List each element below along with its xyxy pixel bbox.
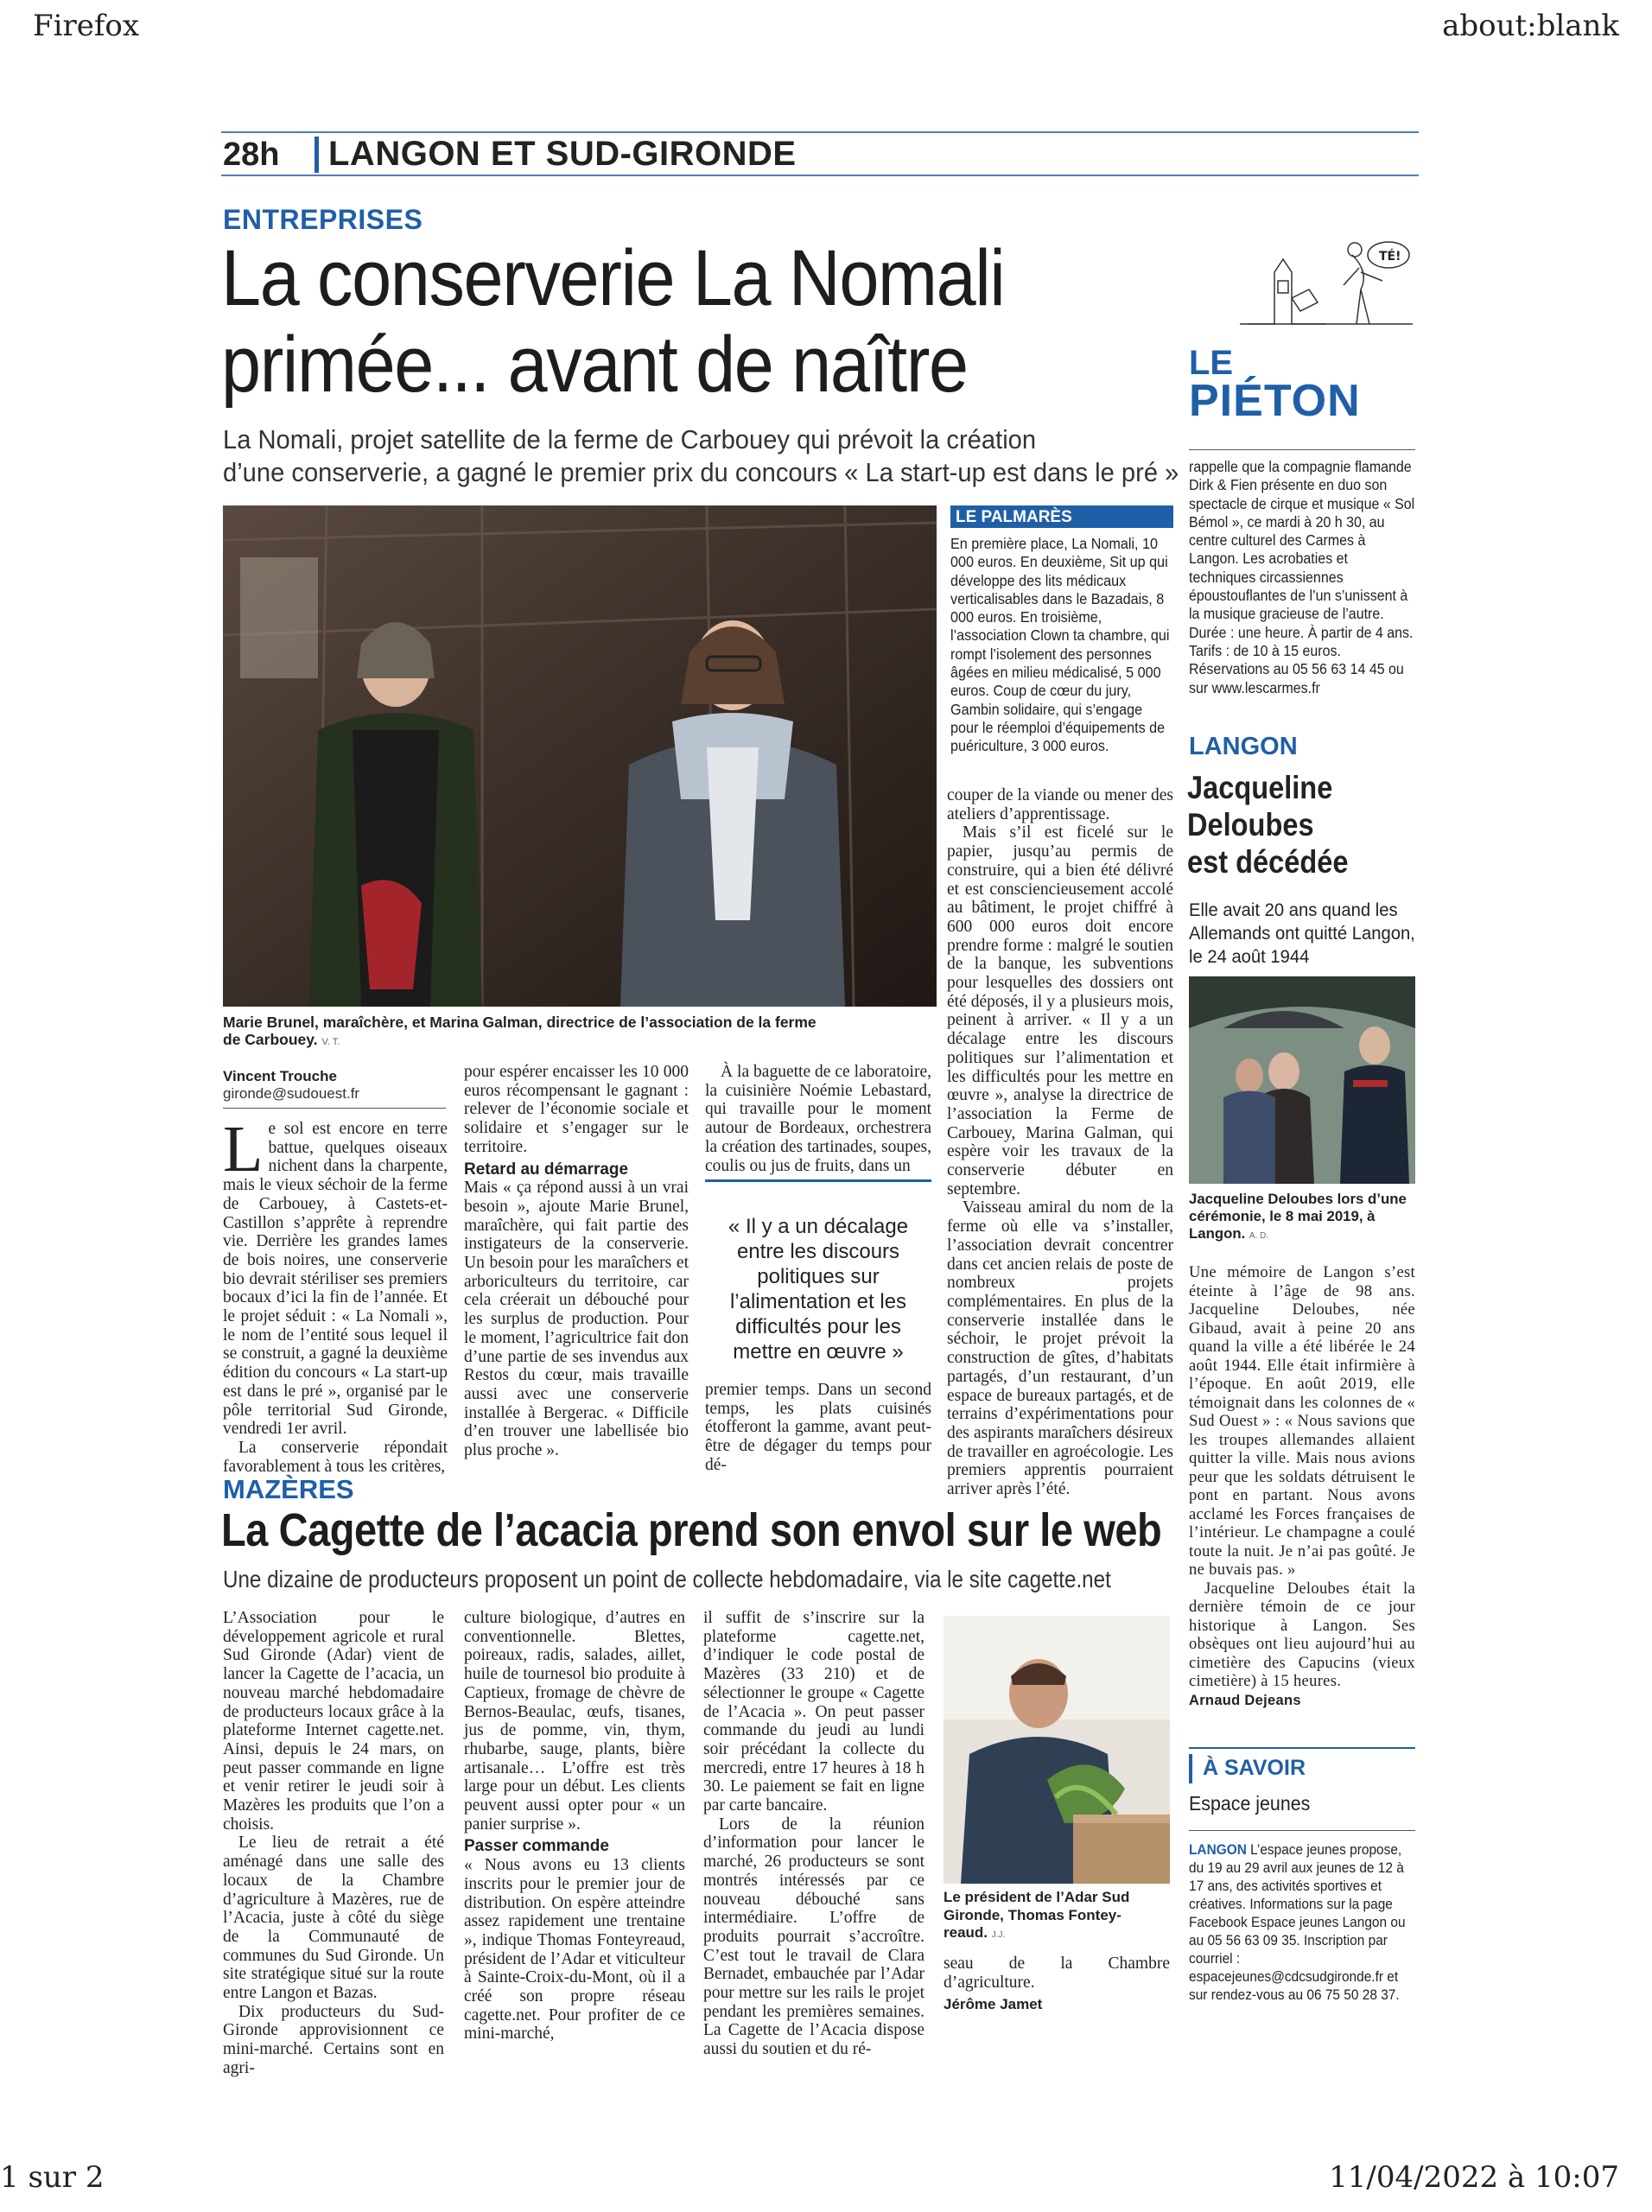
article2-col3-p2: Lors de la réunion d’information pour lancer le marché, 26 producteurs se sont montrés intéressés par ce nouveau débouché sans intermédiaire. L’offre de produits pourrait s’accroître. C’est tout le travail de Clara Bernadet, embauchée par l’Adar pour mettre sur les rails le projet pendant les premières semaines. La Cagette de l’Acacia dispose aussi du soutien et du ré-	[703, 1815, 924, 2059]
obituary-headline-line3: est décédée	[1187, 844, 1349, 880]
obituary-caption-credit: A. D.	[1249, 1231, 1269, 1241]
article1-col2-subhead: Retard au démarrage	[464, 1160, 629, 1179]
article1-col4-p2: Vaisseau amiral du nom de la ferme où elle va s’installer, l’association devrait concentrer dans cet ancien relais de poste de nombreux projets complémentaires. En plus de la conserverie installée dans le séchoir, le projet prévoit la construction de gîtes, d’habitats partagés, d’un restaurant, d’un espace de bureaux partagés, et de terrains d’expérimentations pour des aspirants maraîchers désireux de travailler en agroécologie. Les premiers apprentis pourraient arriver après l’été.	[947, 1198, 1173, 1499]
article2-caption-line3-text: reaud.	[944, 1924, 988, 1941]
obituary-photo	[1189, 976, 1415, 1184]
article1-col4-p1: Mais s’il est ficelé sur le papier, jusqu’au permis de construire, qui a bien été délivré et est consciencieusement accolé au bâtiment, le projet chiffré à 600 000 euros doit encore prendre forme : malgré le soutien de la banque, les subventions pour lesquelles des dossiers ont été déposés, il y a plusieurs mois, peinent à arriver. « Il y a un décalage entre les discours politiques sur l’alimentation et les difficultés pour les mettre en œuvre », analyse la directrice de l’association la Ferme de Carbouey, Marina Galman, qui espère voir les travaux de la conserverie débuter en septembre.	[947, 823, 1173, 1198]
pieton-title-line1: LE	[1189, 344, 1234, 382]
print-datetime: 11/04/2022 à 10:07	[1329, 2160, 1619, 2195]
masthead	[221, 131, 1419, 176]
palmares-title: LE PALMARÈS	[956, 508, 1072, 526]
browser-app-name: Firefox	[33, 9, 140, 43]
ceremony-photo-illustration	[1189, 976, 1415, 1184]
pull-quote	[705, 1179, 931, 1380]
asavoir-side-bar	[1189, 1754, 1192, 1783]
article2-author: Jérôme Jamet	[944, 1996, 1043, 2013]
article2-column-4	[944, 1955, 1170, 2014]
article1-column-3-top	[705, 1063, 931, 1175]
article1-column-1	[223, 1113, 448, 1476]
asavoir-subtitle: Espace jeunes	[1189, 1792, 1311, 1815]
asavoir-text	[1189, 1840, 1415, 2004]
article1-column-4	[947, 786, 1173, 1499]
article1-caption-line2	[223, 1031, 940, 1051]
article1-caption-line1: Marie Brunel, maraîchère, et Marina Galman, directrice de l’association de la ferme	[223, 1014, 816, 1031]
obituary-headline	[1187, 769, 1348, 880]
obituary-p1: Une mémoire de Langon s’est éteinte à l’âge de 98 ans. Jacqueline Deloubes, née Gibaud, avait à peine 20 ans quand la ville a été libérée le 24 août 1944. Elle était infirmière à l’époque. En août 2019, elle témoignait dans les colonnes de « Sud Ouest » : « Nous savions que les troupes allemandes allaient quitter la ville. Mais nous avions peur que les soldats détruisent le pont en partant. Nous avons acclamé les Forces françaises de l’intérieur. Le champagne a coulé toute la nuit. Je n’ai pas goûté. Je ne buvais pas. »	[1189, 1263, 1415, 1579]
article2-kicker: MAZÈRES	[223, 1474, 354, 1504]
article2-col2-p1: culture biologique, d’autres en conventionnelle. Blettes, poireaux, radis, salades, aillet, huile de tournesol bio produite à Captieux, fromage de chèvre de Bernos-Beaulac, œufs, tisanes, jus de pomme, vin, thym, rhubarbe, sauge, plants, bière artisanale… L’offre est très large pour un début. Les clients peuvent aussi opter pour « un panier surprise ».	[464, 1609, 685, 1834]
pieton-rule	[1189, 449, 1415, 450]
farmer-photo-illustration	[944, 1616, 1170, 1884]
obituary-headline-line1: Jacqueline	[1187, 770, 1333, 805]
asavoir-rule	[1189, 1830, 1415, 1831]
pull-quote-text: « Il y a un décalage entre les discours politiques sur l’alimentation et les difficultés pour les mettre en œuvre »	[728, 1215, 909, 1363]
article1-col2-p1: pour espérer encaisser les 10 000 euros récompensant le gagnant : relever de l’économie sociale et solidaire et s’engager sur le territoire.	[464, 1063, 689, 1156]
article2-caption-line3	[944, 1924, 1170, 1945]
article1-kicker: ENTREPRISES	[223, 204, 423, 235]
article2-col1-p3: Dix producteurs du Sud-Gironde approvisionnent ce mini-marché. Certains sont en agri-	[223, 2002, 444, 2077]
asavoir-top-rule	[1189, 1747, 1415, 1749]
article1-standfirst	[223, 423, 1179, 489]
masthead-bottom-rule	[221, 175, 1419, 176]
article2-column-1	[223, 1609, 444, 2078]
obituary-caption	[1189, 1191, 1415, 1245]
asavoir-lead: LANGON	[1189, 1841, 1247, 1858]
article2-col3-p1: il suffit de s’inscrire sur la plateforme cagette.net, d’indiquer le code postal de Mazères (33 210) et de sélectionner le groupe « Cagette de l’Acacia ». On peut passer commande du jeudi au lundi soir précédant la collecte du mercredi, entre 17 heures à 18 h 30. Le paiement se fait en ligne par carte bancaire.	[703, 1609, 924, 1815]
masthead-top-rule	[221, 131, 1419, 133]
asavoir-body: L’espace jeunes propose, du 19 au 29 avril aux jeunes de 12 à 17 ans, des activités sportives et créatives. Informations sur la page Facebook Espace jeunes Langon ou au 05 56 63 09 35. Inscription par courriel : espacejeunes@cdcsudgironde.fr et sur rendez-vous au 06 75 50 28 37.	[1189, 1841, 1406, 2003]
browser-url: about:blank	[1442, 9, 1619, 43]
article2-caption-line2: Gironde, Thomas Fontey-	[944, 1906, 1121, 1923]
obituary-body	[1189, 1263, 1415, 1710]
article1-headline-line2: primée... avant de naître	[221, 321, 968, 409]
pull-quote-top-rule	[705, 1179, 931, 1182]
article1-column-2	[464, 1063, 689, 1460]
article1-headline	[221, 235, 1004, 408]
pieton-bubble-text: TÉ!	[1379, 250, 1401, 264]
obituary-headline-line2: Deloubes	[1187, 807, 1314, 842]
obituary-standfirst: Elle avait 20 ans quand les Allemands ont quitté Langon, le 24 août 1944	[1189, 899, 1415, 967]
article2-col1-p2: Le lieu de retrait a été aménagé dans une salle des locaux de la Chambre d’agriculture à Mazères, rue de l’Acacia, juste à côté du siège de la Communauté de communes du Sud Gironde. Un site stratégique situé sur la route entre Langon et Bazas.	[223, 1834, 444, 2003]
pieton-cartoon	[1240, 238, 1413, 333]
article2-caption-credit: J.J.	[991, 1930, 1006, 1940]
article1-column-3-bottom	[705, 1381, 931, 1475]
article1-col4-p0: couper de la viande ou mener des ateliers d’apprentissage.	[947, 786, 1173, 823]
pieton-text: rappelle que la compagnie flamande Dirk & Fien présente en duo son spectacle de cirque et musique « Sol Bémol », ce mardi à 20 h 30, au centre culturel des Carmes à Langon. Les acrobaties et techniques circassiennes époustouflantes de l’un s’unissent à la musique gracieuse de l’autre. Durée : une heure. À partir de 4 ans. Tarifs : de 10 à 15 euros. Réservations au 05 56 63 14 45 ou sur www.lescarmes.fr	[1189, 458, 1415, 696]
obituary-kicker: LANGON	[1189, 733, 1298, 760]
obituary-p2: Jacqueline Deloubes était la dernière témoin de ce jour historique à Langon. Ses obsèques ont lieu aujourd’hui au cimetière des Capucins (vieux cimetière) à 15 heures.	[1189, 1579, 1415, 1690]
article1-author-rule	[223, 1108, 446, 1109]
article2-col2-subhead: Passer commande	[464, 1837, 609, 1856]
page-number: 28h	[223, 137, 280, 173]
article2-caption	[944, 1889, 1170, 1945]
article1-caption	[223, 1014, 940, 1051]
asavoir-title: À SAVOIR	[1203, 1756, 1306, 1780]
asavoir-box	[1189, 1747, 1415, 2024]
article1-standfirst-line1: La Nomali, projet satellite de la ferme de Carbouey qui prévoit la création	[223, 424, 1037, 454]
palmares-text: En première place, La Nomali, 10 000 euros. En deuxième, Sit up qui développe des lits médicaux verticalisables dans le Bazadais, 8 000 euros. En troisième, l’association Clown ta chambre, qui rompt l’isolement des personnes âgées en milieu médicalisé, 5 000 euros. Coup de cœur du jury, Gambin solidaire, qui s’engage pour le réemploi d’équipements de puériculture, 3 000 euros.	[950, 535, 1170, 755]
article2-col1-p1: L’Association pour le développement agricole et rural Sud Gironde (Adar) vient de lancer la Cagette de l’acacia, un nouveau marché hebdomadaire de producteurs locaux grâce à la plateforme Internet cagette.net. Ainsi, depuis le 24 mars, on peut passer commande en ligne et venir retirer le jeudi soir à Mazères les produits que l’on a choisis.	[223, 1609, 444, 1834]
masthead-separator	[315, 137, 319, 173]
article1-caption-credit: V. T.	[321, 1037, 340, 1047]
pieton-drawing	[1240, 238, 1413, 333]
page-count: 1 sur 2	[0, 2160, 105, 2195]
article1-photo	[223, 505, 937, 1007]
article1-author: Vincent Trouche	[223, 1068, 337, 1084]
article1-col3-p2: premier temps. Dans un second temps, les plats cuisinés étofferont la gamme, avant peut-être de dégager du temps pour dé-	[705, 1381, 931, 1474]
palmares-box	[950, 505, 1173, 782]
barn-photo-illustration	[223, 505, 937, 1007]
article2-column-2	[464, 1609, 685, 2044]
pieton-title-line2: PIÉTON	[1189, 376, 1361, 426]
article1-standfirst-line2: d’une conserverie, a gagné le premier prix du concours « La start-up est dans le pré »	[223, 457, 1179, 487]
obituary-caption-text: Jacqueline Deloubes lors d’une cérémonie, le 8 mai 2019, à Langon.	[1189, 1191, 1407, 1242]
section-title: LANGON ET SUD-GIRONDE	[328, 135, 797, 173]
article2-col2-p2: « Nous avons eu 13 clients inscrits pour le premier jour de distribution. On espère atteindre assez rapidement une trentaine », indique Thomas Fonteyreaud, président de l’Adar et viticulteur à Sainte-Croix-du-Mont, où il a créé son propre réseau cagette.net. Pour profiter de ce mini-marché,	[464, 1856, 685, 2044]
article2-caption-line1: Le président de l’Adar Sud	[944, 1889, 1130, 1905]
article1-col2-p2: Mais « ça répond aussi à un vrai besoin », ajoute Marie Brunel, maraîchère, qui fait partie des instigateurs de la conserverie. Un besoin pour les maraîchers et arboriculteurs du territoire, car cela créerait un débouché pour les surplus de production. Pour le moment, l’agricultrice fait don d’une partie de ses invendus aux Restos du cœur, mais travaille aussi avec une conserverie installée à Bergerac. « Difficile d’en trouver une labellisée bio plus proche ».	[464, 1179, 689, 1460]
article1-caption-line2-text: de Carbouey.	[223, 1031, 318, 1048]
article1-col3-p1: À la baguette de ce laboratoire, la cuisinière Noémie Lebastard, qui travaille pour le moment autour de Bordeaux, orchestrera la création des tartinades, soupes, coulis ou jus de fruits, dans un	[705, 1063, 931, 1175]
article1-headline-line1: La conserverie La Nomali	[221, 234, 1005, 322]
palmares-header	[950, 505, 1173, 528]
article2-col4-p1: seau de la Chambre d’agriculture.	[944, 1955, 1170, 1992]
article2-photo	[944, 1616, 1170, 1884]
article1-col1-p2: La conserverie répondait favorablement à tous les critères,	[223, 1438, 448, 1476]
article2-column-3	[703, 1609, 924, 2059]
article1-col1-p1: e sol est encore en terre battue, quelques oiseaux nichent dans la charpente, mais le vieux séchoir de la ferme de Carbouey, à Castets-et-Castillon s’apprête à reprendre vie. Derrière les grandes lames de bois noires, une conserverie bio devrait stériliser ses premiers bocaux d’ici la fin de l’année. Et le projet séduit : « La Nomali », le nom de l’entité sous lequel il se construit, a gagné la deuxième édition du concours « La start-up est dans le pré », organisé par le pôle territorial Sud Gironde, vendredi 1er avril.	[223, 1120, 448, 1439]
article2-headline: La Cagette de l’acacia prend son envol sur le web	[221, 1504, 1162, 1556]
pieton-title	[1189, 344, 1361, 426]
article1-dropcap: L	[223, 1113, 264, 1185]
article1-email: gironde@sudouest.fr	[223, 1085, 360, 1102]
article2-standfirst: Une dizaine de producteurs proposent un point de collecte hebdomadaire, via le site cagette.net	[223, 1566, 1111, 1592]
obituary-author: Arnaud Dejeans	[1189, 1692, 1301, 1708]
